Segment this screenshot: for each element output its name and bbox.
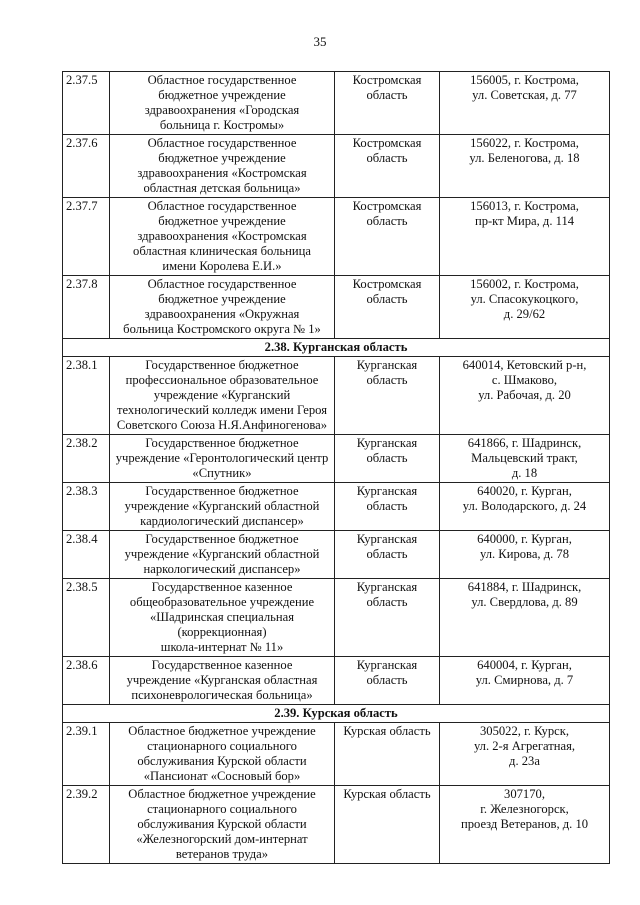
row-number <box>63 135 110 198</box>
address <box>440 357 610 435</box>
institution-name-line: стационарного социального <box>147 739 297 753</box>
institution-name-line: здравоохранения «Костромская <box>137 166 307 180</box>
region <box>335 579 440 657</box>
region-line: Костромская <box>352 136 422 150</box>
region-line: область <box>366 595 408 609</box>
institution-name-line: «Железногорский дом-интернат <box>136 832 308 846</box>
row-number-line: 2.38.6 <box>66 658 98 672</box>
row-number <box>63 531 110 579</box>
region-line: область <box>366 547 408 561</box>
region-line: Курганская <box>356 358 418 372</box>
institution-name-line: больница г. Костромы» <box>159 118 285 132</box>
row-number-line: 2.37.8 <box>66 277 98 291</box>
institution-name-line: учреждение «Курганский <box>153 388 291 402</box>
address-line: 640000, г. Курган, <box>477 532 572 546</box>
institution-name-line: Советского Союза Н.Я.Анфиногенова» <box>116 418 328 432</box>
institution-name <box>110 435 335 483</box>
region <box>335 135 440 198</box>
address <box>440 531 610 579</box>
table-row <box>63 435 610 483</box>
address-line: ул. Володарского, д. 24 <box>462 499 587 513</box>
table-row <box>63 579 610 657</box>
section-row <box>63 339 610 357</box>
institution-name-line: Государственное бюджетное <box>145 484 299 498</box>
table-row <box>63 786 610 864</box>
row-number-line: 2.38.3 <box>66 484 98 498</box>
institution-name-line: школа-интернат № 11» <box>160 640 284 654</box>
region-line: область <box>366 88 408 102</box>
address-line: 156022, г. Кострома, <box>470 136 579 150</box>
institution-name-line: областная клиническая больница <box>133 244 311 258</box>
address-line: г. Железногорск, <box>480 802 569 816</box>
address <box>440 483 610 531</box>
region <box>335 198 440 276</box>
row-number <box>63 483 110 531</box>
institution-name-line: учреждение «Курганский областной <box>124 499 320 513</box>
section-title: 2.39. Курская область <box>63 705 610 723</box>
institution-name <box>110 723 335 786</box>
address <box>440 723 610 786</box>
institution-name-line: имени Королева Е.И.» <box>162 259 282 273</box>
address-line: д. 23а <box>509 754 540 768</box>
institution-name-line: учреждение «Курганская областная <box>126 673 318 687</box>
institution-name <box>110 357 335 435</box>
region-line: область <box>366 451 408 465</box>
institution-name-line: учреждение «Курганский областной <box>124 547 320 561</box>
row-number-line: 2.37.6 <box>66 136 98 150</box>
address-line: ул. Свердлова, д. 89 <box>471 595 578 609</box>
region <box>335 72 440 135</box>
page-number: 35 <box>313 34 327 49</box>
row-number <box>63 72 110 135</box>
section-title: 2.38. Курганская область <box>63 339 610 357</box>
section-row <box>63 705 610 723</box>
institution-name-line: учреждение «Геронтологический центр <box>115 451 329 465</box>
table-row <box>63 135 610 198</box>
institution-name <box>110 72 335 135</box>
institution-name-line: Областное государственное <box>147 136 297 150</box>
region-line: область <box>366 151 408 165</box>
address-line: ул. Беленогова, д. 18 <box>469 151 580 165</box>
row-number-line: 2.38.2 <box>66 436 98 450</box>
address <box>440 135 610 198</box>
region-line: Курганская <box>356 484 418 498</box>
institution-name <box>110 198 335 276</box>
institution-name-line: бюджетное учреждение <box>158 214 286 228</box>
address <box>440 579 610 657</box>
address-line: 641884, г. Шадринск, <box>467 580 582 594</box>
region-line: Курганская <box>356 658 418 672</box>
address-line: д. 29/62 <box>503 307 546 321</box>
institution-name-line: обслуживания Курской области <box>137 817 307 831</box>
institution-name-line: технологический колледж имени Героя <box>117 403 327 417</box>
institution-name <box>110 579 335 657</box>
address <box>440 198 610 276</box>
institution-name-line: стационарного социального <box>147 802 297 816</box>
row-number <box>63 579 110 657</box>
address-line: проезд Ветеранов, д. 10 <box>460 817 589 831</box>
institution-name-line: Областное государственное <box>147 277 297 291</box>
row-number-line: 2.37.5 <box>66 73 98 87</box>
address-line: ул. Советская, д. 77 <box>472 88 577 102</box>
institution-name-line: Государственное бюджетное <box>145 358 299 372</box>
region-line: Курская область <box>343 787 431 801</box>
table-row <box>63 276 610 339</box>
row-number <box>63 657 110 705</box>
row-number-line: 2.39.1 <box>66 724 98 738</box>
institution-name-line: областная детская больница» <box>143 181 301 195</box>
institution-name-line: больница Костромского округа № 1» <box>123 322 321 336</box>
institution-name-line: Областное государственное <box>147 73 297 87</box>
row-number-line: 2.38.5 <box>66 580 98 594</box>
region-line: область <box>366 292 408 306</box>
address <box>440 435 610 483</box>
institution-name-line: бюджетное учреждение <box>158 151 286 165</box>
table-row <box>63 531 610 579</box>
institution-name-line: Областное бюджетное учреждение <box>128 787 316 801</box>
row-number <box>63 723 110 786</box>
institution-name-line: профессиональное образовательное <box>125 373 319 387</box>
table-row <box>63 483 610 531</box>
institution-name-line: обслуживания Курской области <box>137 754 307 768</box>
table-row <box>63 198 610 276</box>
institutions-table <box>62 71 610 864</box>
region <box>335 483 440 531</box>
institution-name-line: общеобразовательное учреждение <box>129 595 315 609</box>
address-line: 641866, г. Шадринск, <box>467 436 582 450</box>
institution-name-line: здравоохранения «Костромская <box>137 229 307 243</box>
institution-name-line: Государственное казенное <box>151 658 293 672</box>
row-number <box>63 786 110 864</box>
address <box>440 276 610 339</box>
institution-name <box>110 786 335 864</box>
region-line: Костромская <box>352 73 422 87</box>
institution-name <box>110 483 335 531</box>
row-number-line: 2.38.1 <box>66 358 98 372</box>
address-line: 156005, г. Кострома, <box>470 73 579 87</box>
institution-name <box>110 657 335 705</box>
region <box>335 723 440 786</box>
region-line: Курганская <box>356 532 418 546</box>
address-line: ул. Спасокукоцкого, <box>470 292 579 306</box>
institution-name-line: Государственное бюджетное <box>145 436 299 450</box>
institution-name-line: здравоохранения «Городская <box>144 103 300 117</box>
address-line: 640014, Кетовский р-н, <box>462 358 587 372</box>
institution-name-line: Областное бюджетное учреждение <box>128 724 316 738</box>
region-line: Курская область <box>343 724 431 738</box>
region <box>335 357 440 435</box>
table-row <box>63 723 610 786</box>
region-line: Костромская <box>352 199 422 213</box>
address-line: 307170, <box>504 787 545 801</box>
institution-name-line: «Пансионат «Сосновый бор» <box>143 769 301 783</box>
row-number-line: 2.39.2 <box>66 787 98 801</box>
institution-name-line: «Шадринская специальная <box>149 610 295 624</box>
institution-name-line: (коррекционная) <box>177 625 267 639</box>
institution-name-line: бюджетное учреждение <box>158 292 286 306</box>
address-line: 156013, г. Кострома, <box>470 199 579 213</box>
address-line: с. Шмаково, <box>491 373 558 387</box>
institution-name <box>110 531 335 579</box>
table-row <box>63 657 610 705</box>
address-line: д. 18 <box>511 466 538 480</box>
institution-name-line: наркологический диспансер» <box>143 562 301 576</box>
address-line: ул. 2-я Агрегатная, <box>473 739 576 753</box>
address-line: 640020, г. Курган, <box>477 484 572 498</box>
address-line: Мальцевский тракт, <box>471 451 578 465</box>
address-line: 640004, г. Курган, <box>477 658 572 672</box>
address-line: ул. Смирнова, д. 7 <box>475 673 574 687</box>
region-line: область <box>366 499 408 513</box>
table-row <box>63 357 610 435</box>
address-line: 305022, г. Курск, <box>479 724 570 738</box>
row-number-line: 2.38.4 <box>66 532 98 546</box>
institution-name-line: «Спутник» <box>192 466 252 480</box>
address <box>440 657 610 705</box>
institution-name-line: бюджетное учреждение <box>158 88 286 102</box>
region-line: область <box>366 214 408 228</box>
region-line: Курганская <box>356 580 418 594</box>
address-line: ул. Кирова, д. 78 <box>479 547 570 561</box>
row-number <box>63 198 110 276</box>
institution-name-line: кардиологический диспансер» <box>140 514 304 528</box>
institution-name-line: ветеранов труда» <box>175 847 269 861</box>
region-line: область <box>366 673 408 687</box>
institution-name-line: Государственное казенное <box>151 580 293 594</box>
address-line: пр-кт Мира, д. 114 <box>474 214 575 228</box>
institution-name-line: Государственное бюджетное <box>145 532 299 546</box>
address <box>440 72 610 135</box>
institution-name <box>110 135 335 198</box>
address-line: 156002, г. Кострома, <box>470 277 579 291</box>
row-number <box>63 357 110 435</box>
row-number-line: 2.37.7 <box>66 199 98 213</box>
region-line: Костромская <box>352 277 422 291</box>
region <box>335 786 440 864</box>
table-row <box>63 72 610 135</box>
address-line: ул. Рабочая, д. 20 <box>478 388 571 402</box>
institution-name-line: Областное государственное <box>147 199 297 213</box>
institution-name-line: здравоохранения «Окружная <box>144 307 300 321</box>
row-number <box>63 276 110 339</box>
row-number <box>63 435 110 483</box>
region-line: Курганская <box>356 436 418 450</box>
region <box>335 276 440 339</box>
region <box>335 531 440 579</box>
region <box>335 657 440 705</box>
institution-name-line: психоневрологическая больница» <box>131 688 313 702</box>
region-line: область <box>366 373 408 387</box>
region <box>335 435 440 483</box>
institution-name <box>110 276 335 339</box>
address <box>440 786 610 864</box>
